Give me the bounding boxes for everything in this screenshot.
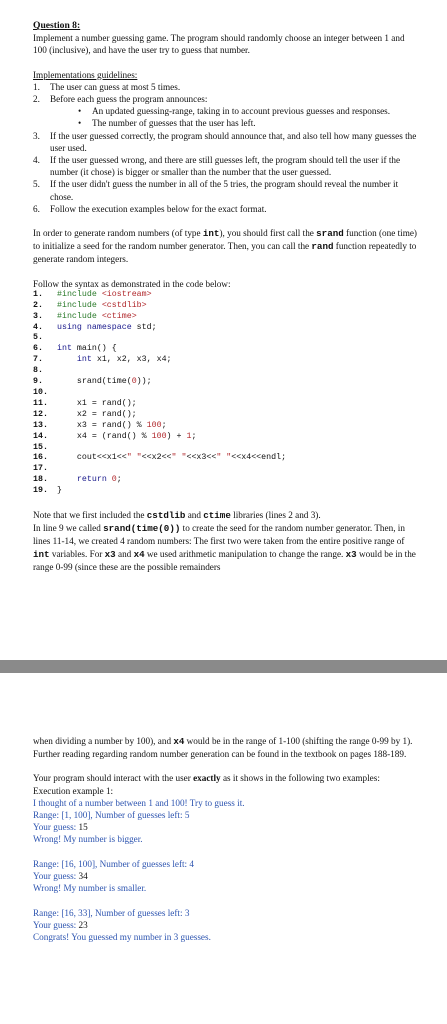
question-intro: Implement a number guessing game. The program should randomly choose an integer between 1 and 100 (inclusive), and have the user try to guess that number. [33,33,405,56]
code-line [33,301,419,312]
code-text: #include <iostream> [57,289,152,299]
code-line [33,312,419,323]
code-line [33,443,419,454]
page-separator [0,660,447,673]
code-text: x4 = (rand() % 100) + 1; [57,431,197,441]
line-number: 19. [33,486,48,496]
document-page-2 [0,673,447,1024]
interaction-instruction: Your program should interact with the user exactly as it shows in the following two examples: [33,773,380,784]
program-output: Range: [16, 100], Number of guesses left: 4 [33,858,195,869]
example-line [33,809,419,821]
code-line [33,388,419,399]
example-line [33,882,419,894]
code-line [33,399,419,410]
guideline-item: 6. Follow the execution examples below for the exact format. [33,203,267,214]
line-number: 17. [33,464,48,474]
guideline-item: 4. If the user guessed wrong, and there are still guesses left, the program should tell the user if the number (it chose) is bigger or smaller than the number that the user guessed. [33,155,401,178]
line-number: 11. [33,398,48,408]
page-1-content [33,20,419,573]
program-output: Wrong! My number is bigger. [33,834,143,845]
code-line [33,290,419,301]
code-text: x1 = rand(); [57,398,137,408]
code-text: } [57,486,62,496]
line-number: 1. [33,289,43,299]
program-output: Your guess: [33,871,79,882]
code-text: x2 = rand(); [57,409,137,419]
code-text: return 0; [76,475,122,485]
program-output: Wrong! My number is smaller. [33,883,147,894]
line-number: 10. [33,388,48,398]
line-number: 4. [33,322,43,332]
code-line [33,410,419,421]
example-line [33,858,419,870]
line-number: 14. [33,431,48,441]
code-text: int main() { [57,344,117,354]
guideline-item: 5. If the user didn't guess the number in all of the 5 tries, the program should reveal the number it chose. [33,179,399,202]
program-output: Congrats! You guessed my number in 3 guesses. [33,932,211,943]
line-number: 16. [33,453,48,463]
range-continuation: when dividing a number by 100), and x4 would be in the range of 1-100 (shifting the range 0-99 by 1). [33,736,413,747]
example-label: Execution example 1: [33,785,114,796]
line-number: 7. [33,355,43,365]
example-line [33,907,419,919]
line-number: 8. [33,366,43,376]
code-text: int x1, x2, x3, x4; [76,355,172,365]
bullet-item: • The number of guesses that the user has left. [92,117,419,129]
example-line [33,870,419,882]
guidelines-heading: Implementations guidelines: [33,69,138,80]
user-input: 34 [78,871,88,882]
guideline-item: 2. Before each guess the program announces: • An updated guessing-range, taking in to account previous guesses and responses. • The number of guesses that the user has left. [33,93,419,130]
code-text: x3 = rand() % 100; [57,420,167,430]
code-line [33,377,419,388]
program-output: I thought of a number between 1 and 100! Try to guess it. [33,797,245,808]
example-line [33,919,419,931]
guidelines-list [33,81,419,215]
guideline-item: 1. The user can guess at most 5 times. [33,81,181,92]
code-line [33,475,419,486]
program-output: Your guess: [33,919,79,930]
code-line [33,421,419,432]
code-text: srand(time(0)); [57,377,152,387]
example-line [33,846,419,858]
code-line [33,333,419,344]
code-text: #include <cstdlib> [57,300,147,310]
line-number: 3. [33,311,43,321]
line-number: 9. [33,377,43,387]
line-number: 18. [33,475,48,485]
example-line [33,797,419,809]
code-block [33,290,419,497]
example-line [33,821,419,833]
guideline-item: 3. If the user guessed correctly, the program should announce that, and also tell how many guesses the user used. [33,130,417,153]
line-number: 15. [33,442,48,452]
code-line [33,453,419,464]
example-line [33,931,419,943]
code-text: #include <ctime> [57,311,137,321]
program-output: Range: [1, 100], Number of guesses left: 5 [33,810,190,821]
program-output: Your guess: [33,822,79,833]
code-text: using namespace std; [57,322,157,332]
further-reading: Further reading regarding random number generation can be found in the textbook on pages 188-189. [33,749,407,760]
page-2-content [33,735,419,943]
code-line [33,323,419,334]
line-number: 12. [33,409,48,419]
code-line [33,344,419,355]
example-line [33,833,419,845]
example-output [33,797,419,943]
question-title: Question 8: [33,20,81,31]
note-paragraph: Note that we first included the cstdlib and ctime libraries (lines 2 and 3). In line 9 we called srand(time(0)) to create the seed for the random number generator. Then, in lines 11-14, we created 4 random numbers: The first two were taken from the entire positive range of int variables. For x3 and x4 we used arithmetic manipulation to change the range. x3 would be in the range 0-99 (since these are the possible remainders [33,510,416,572]
code-line [33,464,419,475]
syntax-intro: Follow the syntax as demonstrated in the code below: [33,278,231,289]
bullet-item: • An updated guessing-range, taking in to account previous guesses and responses. [92,105,419,117]
code-line [33,486,419,497]
code-line [33,355,419,366]
line-number: 5. [33,333,43,343]
code-text: cout<<x1<<" "<<x2<<" "<<x3<<" "<<x4<<endl; [57,453,287,463]
program-output: Range: [16, 33], Number of guesses left: 3 [33,907,190,918]
code-line [33,432,419,443]
line-number: 6. [33,344,43,354]
announce-bullets [50,105,419,129]
user-input: 15 [78,822,88,833]
line-number: 13. [33,420,48,430]
user-input: 23 [78,919,88,930]
line-number: 2. [33,300,43,310]
random-paragraph: In order to generate random numbers (of type int), you should first call the srand function (one time) to initialize a seed for the random number generator. Then, you can call the rand function repeatedly to generate random integers. [33,228,417,265]
code-line [33,366,419,377]
example-line [33,894,419,906]
